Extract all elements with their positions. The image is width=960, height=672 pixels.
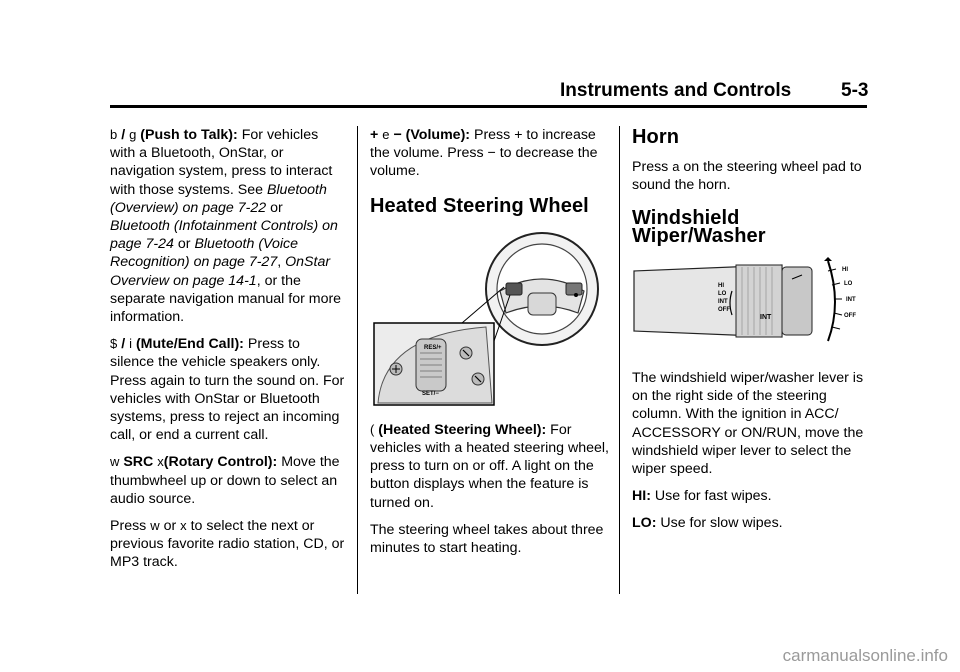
lo-term: LO:: [632, 515, 657, 532]
hi-paragraph: [632, 487, 870, 505]
end-call-icon: i: [129, 336, 132, 352]
up-arrow-icon: w: [110, 454, 120, 470]
text: Use for fast wipes.: [654, 488, 772, 505]
text: on the steering wheel pad to sound the horn.: [632, 159, 862, 194]
arc-label-hi: HI: [842, 267, 848, 274]
rotary-control-term: (Rotary Control):: [163, 454, 278, 471]
arc-label-off: OFF: [844, 313, 856, 320]
int-band-label: INT: [760, 314, 772, 322]
xref-bluetooth-voice[interactable]: Bluetooth (Voice Recognition) on page 7-27: [110, 236, 299, 271]
text: or: [163, 518, 177, 535]
steering-wheel-controls-figure: [370, 229, 602, 407]
wiper-speed-arc: [824, 257, 842, 341]
section-title: Instruments and Controls: [560, 80, 792, 101]
text: or: [270, 199, 283, 216]
slash-separator: /: [121, 127, 126, 143]
text: For vehicles with a Bluetooth, OnStar, or navigation system, press to interact with those systems. See: [110, 127, 333, 198]
text: Press: [632, 159, 669, 176]
column-3: [632, 126, 870, 542]
xref-onstar-overview[interactable]: OnStar Overview on page 14-1: [110, 254, 331, 289]
heated-steering-icon: (: [370, 421, 375, 437]
column-divider-1: [357, 126, 358, 594]
text: Press: [110, 518, 147, 535]
steering-wheel-drawing: [486, 233, 598, 345]
heading-windshield-wiper-washer: Windshield Wiper/Washer: [632, 206, 766, 247]
src-label: SRC: [123, 454, 154, 471]
column-1: [110, 126, 346, 581]
text: The windshield wiper/washer lever is on the right side of the steering column. With the ignition in ACC/ ACCESSORY or ON/RUN, move the windshield wiper lever to select the wiper speed.: [632, 370, 864, 478]
column-2: [370, 126, 610, 566]
text: For vehicles with a heated steering wheel, press to turn on or off. A light on the button displays when the feature is turned on.: [370, 421, 609, 511]
voice-icon: g: [129, 127, 137, 142]
header-rule: [110, 105, 867, 108]
text: Use for slow wipes.: [660, 515, 783, 532]
text: ,: [277, 254, 282, 271]
text: to select the next or previous favorite radio station, CD, or MP3 track.: [110, 518, 345, 571]
heated-steering-term: (Heated Steering Wheel):: [378, 421, 547, 438]
wiper-lever-paragraph: [632, 369, 870, 478]
text: or: [177, 236, 191, 253]
station-select-paragraph: [110, 517, 346, 572]
push-to-talk-paragraph: [110, 126, 346, 326]
down-arrow-icon: x: [180, 518, 187, 534]
stalk-label-int: INT: [718, 299, 728, 306]
horn-icon: a: [672, 159, 680, 175]
lo-paragraph: [632, 514, 870, 532]
text: The steering wheel takes about three minutes to start heating.: [370, 521, 604, 557]
heating-time-paragraph: [370, 521, 610, 557]
volume-icon: e: [382, 127, 390, 142]
mute-icon: $: [110, 336, 118, 352]
stalk-label-hi: HI: [718, 283, 724, 290]
mute-end-call-term: (Mute/End Call):: [135, 336, 244, 353]
page-number: 5-3: [841, 80, 869, 101]
watermark-footer: carmanualsonline.info: [782, 646, 948, 665]
slash-separator: /: [121, 336, 126, 353]
text: Press to silence the vehicle speakers only. Press again to turn the sound on. For vehicles with OnStar or Bluetooth systems, press to reject an incoming call, or end a current call.: [110, 336, 345, 444]
heading-heated-steering-wheel: Heated Steering Wheel: [370, 194, 589, 217]
rotary-control-paragraph: [110, 453, 346, 508]
push-to-talk-icon: b: [110, 127, 118, 142]
heated-steering-paragraph: [370, 421, 610, 512]
stalk-label-off: OFF: [718, 307, 730, 314]
plus-sign: +: [370, 127, 379, 143]
text: , or the separate navigation manual for more information.: [110, 272, 342, 326]
horn-paragraph: [632, 158, 870, 194]
heading-horn: Horn: [632, 126, 680, 148]
column-divider-2: [619, 126, 620, 594]
volume-term: − (Volume):: [393, 127, 471, 143]
arc-label-int: INT: [846, 297, 856, 304]
hi-term: HI:: [632, 488, 651, 505]
xref-bluetooth-infotainment[interactable]: Bluetooth (Infotainment Controls) on page 7-24: [110, 218, 338, 253]
wiper-lever-figure: [632, 257, 868, 349]
text: Press + to increase the volume. Press − to decrease the volume.: [370, 127, 598, 180]
volume-paragraph: [370, 126, 610, 181]
down-arrow-icon: x: [157, 454, 164, 470]
arc-label-lo: LO: [844, 281, 853, 288]
xref-bluetooth-overview[interactable]: Bluetooth (Overview) on page 7-22: [110, 181, 327, 216]
res-plus-label: RES/+: [424, 344, 442, 351]
up-arrow-icon: w: [150, 518, 160, 534]
set-minus-label: SET/−: [422, 390, 439, 397]
push-to-talk-term: (Push to Talk):: [140, 127, 238, 143]
stalk-label-lo: LO: [718, 291, 727, 298]
text: Move the thumbwheel up or down to select an audio source.: [110, 454, 340, 507]
mute-end-call-paragraph: [110, 335, 346, 444]
